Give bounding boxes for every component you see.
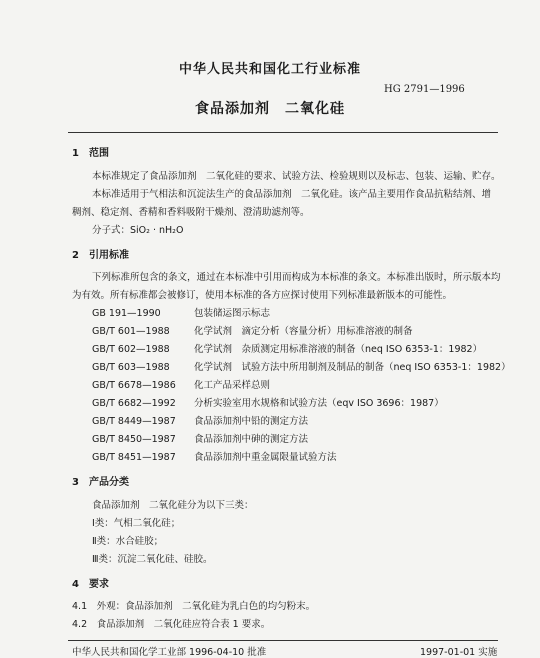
category-item: Ⅱ类：水合硅胶；: [92, 536, 164, 547]
reference-item: [92, 341, 482, 355]
reference-item: [92, 305, 270, 319]
reference-title: 化学试剂 试验方法中所用制剂及制品的制备（neq ISO 6353-1：1982）: [194, 362, 511, 373]
reference-code: GB/T 6678—1986: [92, 380, 176, 391]
footer-rule: [68, 640, 498, 641]
reference-code: GB/T 8449—1987: [92, 416, 176, 427]
reference-title: 食品添加剂中重金属限量试验方法: [194, 452, 337, 463]
section-2-paragraph: 为有效。所有标准都会被修订，使用本标准的各方应探讨使用下列标准最新版本的可能性。: [72, 290, 453, 301]
reference-code: GB/T 602—1988: [92, 344, 170, 355]
reference-code: GB/T 601—1988: [92, 326, 170, 337]
section-1-heading: 1 范围: [72, 148, 109, 159]
category-item: Ⅰ类：气相二氧化硅；: [92, 518, 181, 529]
section-2-heading: 2 引用标准: [72, 250, 129, 261]
reference-item: [92, 377, 270, 391]
reference-title: 化学试剂 滴定分析（容量分析）用标准溶液的制备: [194, 326, 413, 337]
reference-code: GB 191—1990: [92, 308, 161, 319]
reference-item: [92, 431, 308, 445]
section-4-heading: 4 要求: [72, 579, 109, 590]
section-2-paragraph: 下列标准所包含的条文，通过在本标准中引用而构成为本标准的条文。本标准出版时，所示版本均: [92, 272, 501, 283]
document-title: 食品添加剂 二氧化硅: [195, 101, 345, 117]
header-rule: [68, 132, 498, 133]
reference-title: 分析实验室用水规格和试验方法（eqv ISO 3696：1987）: [194, 398, 444, 409]
reference-item: [92, 413, 308, 427]
reference-code: GB/T 6682—1992: [92, 398, 176, 409]
reference-item: [92, 449, 337, 463]
requirement-4-1: 4.1 外观：食品添加剂 二氧化硅为乳白色的均匀粉末。: [72, 601, 316, 612]
reference-title: 食品添加剂中砷的测定方法: [194, 434, 309, 445]
reference-item: [92, 359, 511, 373]
section-1-paragraph: 本标准适用于气相法和沉淀法生产的食品添加剂 二氧化硅。该产品主要用作食品抗粘结剂、增: [92, 189, 492, 200]
category-item: Ⅲ类：沉淀二氧化硅、硅胶。: [92, 554, 213, 565]
standard-category-heading: 中华人民共和国化工行业标准: [178, 62, 361, 77]
reference-title: 化工产品采样总则: [194, 380, 271, 391]
section-1-paragraph: 稠剂、稳定剂、香精和香料吸附干燥剂、澄清助滤剂等。: [72, 207, 310, 218]
requirement-4-2: 4.2 食品添加剂 二氧化硅应符合表 1 要求。: [72, 619, 271, 630]
molecular-formula: 分子式：SiO₂ · nH₂O: [92, 225, 184, 236]
reference-title: 化学试剂 杂质测定用标准溶液的制备（neq ISO 6353-1：1982）: [194, 344, 483, 355]
reference-item: [92, 395, 444, 409]
reference-title: 食品添加剂中铅的测定方法: [194, 416, 309, 427]
section-3-paragraph: 食品添加剂 二氧化硅分为以下三类：: [92, 500, 254, 511]
reference-code: GB/T 8451—1987: [92, 452, 176, 463]
reference-item: [92, 323, 413, 337]
approval-line: 中华人民共和国化学工业部 1996-04-10 批准: [72, 647, 267, 658]
standard-code: HG 2791—1996: [384, 84, 465, 95]
implementation-date: 1997-01-01 实施: [420, 647, 498, 658]
reference-code: GB/T 603—1988: [92, 362, 170, 373]
reference-title: 包装储运图示标志: [194, 308, 271, 319]
section-3-heading: 3 产品分类: [72, 477, 129, 488]
section-1-paragraph: 本标准规定了食品添加剂 二氧化硅的要求、试验方法、检验规则以及标志、包装、运输、贮存。: [92, 171, 501, 182]
reference-code: GB/T 8450—1987: [92, 434, 176, 445]
